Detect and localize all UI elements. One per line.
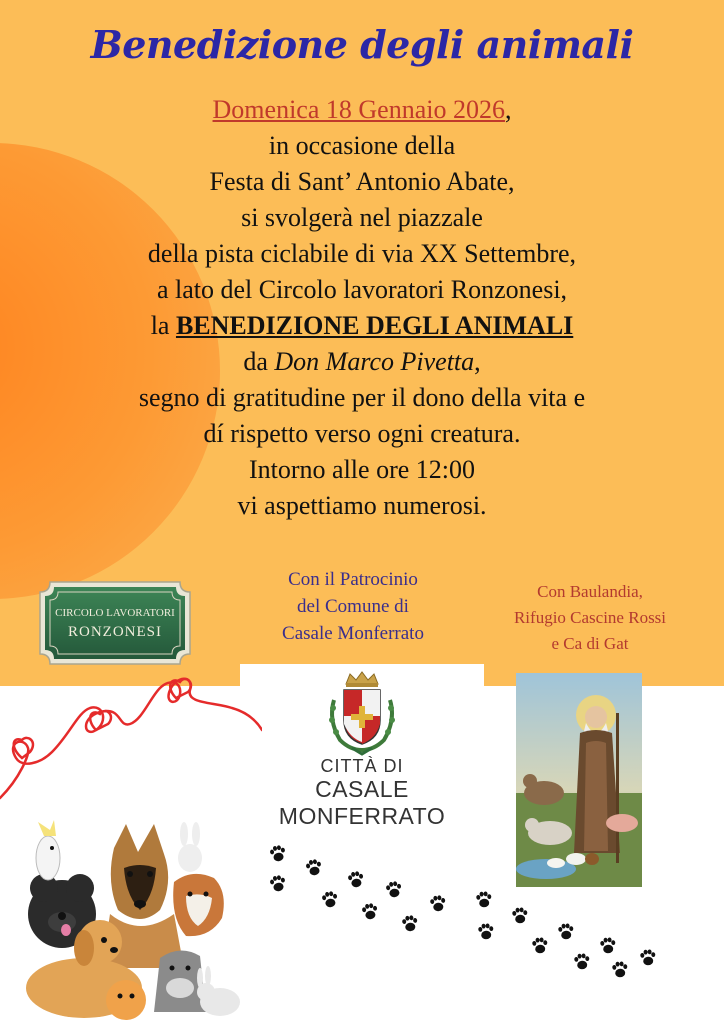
comune-logo-line1: CITTÀ DI xyxy=(320,756,404,776)
text-line: si svolgerà nel piazzale xyxy=(241,203,483,232)
text-line: la BENEDIZIONE DEGLI ANIMALI xyxy=(150,311,574,340)
text-line: in occasione della xyxy=(268,131,456,160)
text-line: della pista ciclabile di via XX Settembre, xyxy=(147,239,577,268)
text-line: da Don Marco Pivetta, xyxy=(243,347,481,376)
circolo-logo-line1: CIRCOLO LAVORATORI xyxy=(55,607,175,619)
cartoon-animals-image xyxy=(14,818,252,1022)
event-name: BENEDIZIONE DEGLI ANIMALI xyxy=(175,311,574,340)
circolo-ronzonesi-logo xyxy=(36,578,194,668)
coat-of-arms-icon xyxy=(324,670,400,756)
text-line: Intorno alle ore 12:00 xyxy=(249,455,475,484)
text-line: dí rispetto verso ogni creatura. xyxy=(203,419,521,448)
event-date: Domenica 18 Gennaio 2026 xyxy=(212,95,505,124)
text-line: Festa di Sant’ Antonio Abate, xyxy=(209,167,515,196)
announcement-text xyxy=(60,92,664,524)
paw-prints-trail xyxy=(258,838,670,988)
text-line: segno di gratitudine per il dono della vita e xyxy=(138,383,586,412)
circolo-logo-line2: RONZONESI xyxy=(68,624,162,640)
patrocinio-text: Con il Patrocinio del Comune di Casale Monferrato xyxy=(282,569,424,644)
celebrant-name: Don Marco Pivetta xyxy=(274,347,475,376)
text-line: vi aspettiamo numerosi. xyxy=(237,491,487,520)
text-line: a lato del Circolo lavoratori Ronzonesi, xyxy=(156,275,568,304)
hearts-doodle xyxy=(0,668,262,806)
comune-casale-logo xyxy=(240,664,484,829)
poster-title: Benedizione degli animali xyxy=(90,22,634,67)
comune-logo-line2: CASALE MONFERRATO xyxy=(278,776,446,829)
date-line: Domenica 18 Gennaio 2026, xyxy=(212,95,512,124)
partners-text: Con Baulandia, Rifugio Cascine Rossi e Ca di Gat xyxy=(513,582,667,653)
